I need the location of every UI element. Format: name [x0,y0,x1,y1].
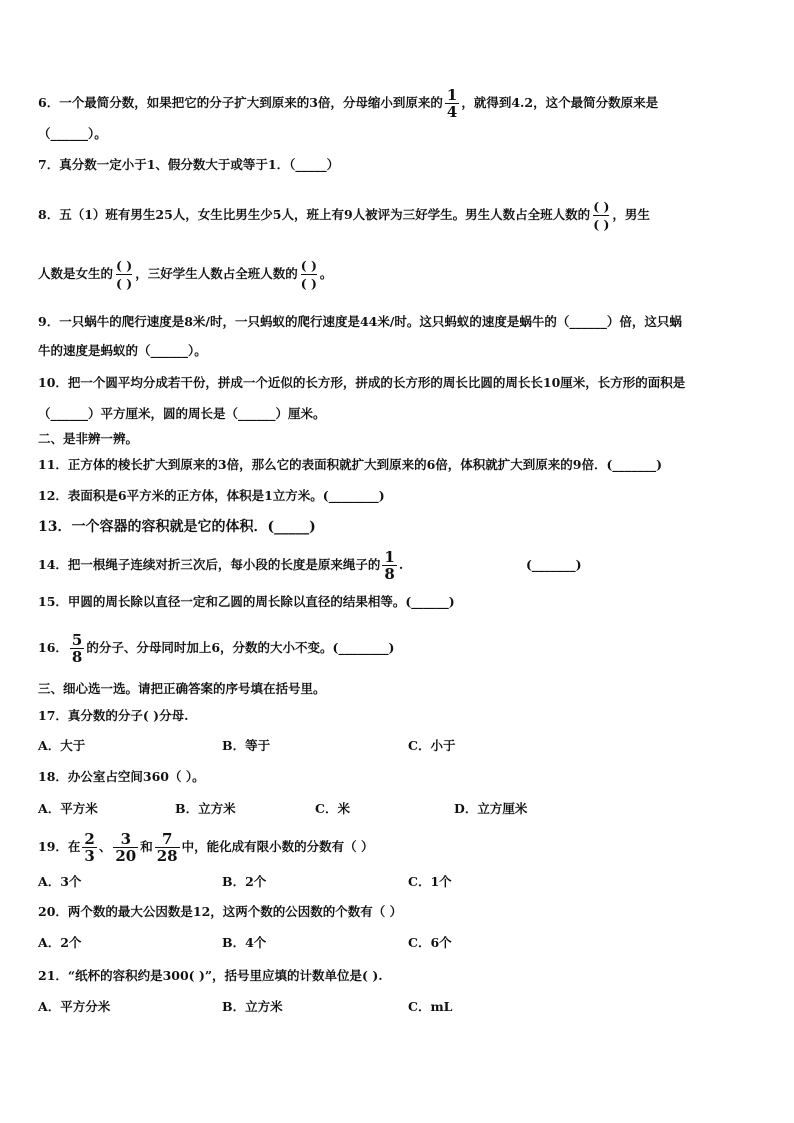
q6-text-part2: ，就得到4.2，这个最简分数原来是 [461,95,659,110]
q16-text-part2: 的分子、分母同时加上6，分数的大小不变。(________) [86,640,395,655]
q18-option-d: D．立方厘米 [454,801,528,816]
q19-fraction-2: $\frac{3}{20}$ [115,830,137,865]
question-18-stem: 18．办公室占空间360（ ）。 [38,769,205,784]
q17-option-a: A．大于 [38,738,86,753]
q14-text-part1: 14．把一根绳子连续对折三次后，每小段的长度是原来绳子的 [38,557,381,572]
q8-text-line2b: ，三好学生人数占全班人数的 [135,266,298,281]
question-7: 7．真分数一定小于1、假分数大于或等于1．（_____） [38,157,340,172]
section-2-heading: 二、是非辨一辨。 [38,431,139,446]
question-10-line2: （______）平方厘米，圆的周长是（______）厘米。 [38,406,326,421]
q19-fraction-1: $\frac{2}{3}$ [84,830,95,865]
q16-number: 16． [38,640,68,655]
q17-option-c: C．小于 [408,738,456,753]
q14-text-part2: . [398,557,404,572]
q6-fraction [445,88,459,119]
q8-blank-fraction-1: ( ) ( ) [593,199,610,232]
question-12: 12．表面积是6平方米的正方体，体积是1立方米。(________) [38,488,385,503]
question-9-line1: 9．一只蜗牛的爬行速度是8米/时，一只蚂蚁的爬行速度是44米/时。这只蚂蚁的速度是蜗牛的（______）倍，这只蜗 [38,314,682,329]
question-13: 13．一个容器的容积就是它的体积．(_____) [38,519,316,535]
q8-text-line2a: 人数是女生的 [38,266,114,281]
q19-option-a: A．3个 [38,874,82,889]
q18-option-a: A．平方米 [38,801,98,816]
q19-fraction-3: $\frac{7}{28}$ [156,830,178,865]
q19-option-c: C．1个 [408,874,452,889]
q8-blank-fraction-2: ( ) ( ) [116,258,133,291]
question-16 [38,633,394,664]
question-20-stem: 20．两个数的最大公因数是12，这两个数的公因数的个数有（ ） [38,904,403,919]
q6-denominator: 4 [446,103,458,121]
q14-answer-blank: (_______) [526,557,582,572]
question-9-line2: 牛的速度是蚂蚁的（______）。 [38,343,207,358]
q20-option-c: C．6个 [408,935,452,950]
q21-option-b: B．立方米 [222,999,283,1014]
q20-option-b: B．4个 [222,935,267,950]
q18-option-b: B．立方米 [175,801,236,816]
question-14 [38,550,403,581]
question-15: 15．甲圆的周长除以直径一定和乙圆的周长除以直径的结果相等。(______) [38,594,455,609]
q21-option-a: A．平方分米 [38,999,111,1014]
question-6-line1 [38,88,658,119]
q6-text-part1: 6．一个最简分数，如果把它的分子扩大到原来的3倍，分母缩小到原来的 [38,95,443,110]
q8-text-part2: ，男生 [612,207,650,222]
q8-blank-fraction-3: ( ) ( ) [300,258,317,291]
q18-option-c: C．米 [315,801,350,816]
q8-text-line2c: 。 [319,266,333,281]
section-3-heading: 三、细心选一选。请把正确答案的序号填在括号里。 [38,681,326,696]
question-8-line1 [38,198,650,233]
q16-fraction: $\frac{5}{8}$ [71,631,83,666]
question-19-stem: 19．在 $\frac{2}{3}$ 、 $\frac{3}{20}$ 和 $\frac{7}{28}$ 中，能化成有限小数的分数有（ ） [38,830,374,865]
q21-option-c: C．mL [408,999,453,1014]
question-21-stem: 21．“纸杯的容积约是300( )”，括号里应填的计数单位是( ). [38,968,383,983]
question-17-stem: 17．真分数的分子( )分母. [38,708,189,723]
question-6-line2: （______）。 [38,126,107,141]
question-8-line2 [38,257,332,292]
q19-option-b: B．2个 [222,874,267,889]
question-11: 11．正方体的棱长扩大到原来的3倍，那么它的表面积就扩大到原来的6倍，体积就扩大到原来的9倍．(_______) [38,457,663,472]
q17-option-b: B．等于 [222,738,271,753]
q14-fraction: $\frac{1}{8}$ [384,548,395,583]
q8-text-part1: 8．五（1）班有男生25人，女生比男生少5人，班上有9人被评为三好学生。男生人数占全班人数的 [38,207,591,222]
question-10-line1: 10．把一个圆平均分成若干份，拼成一个近似的长方形，拼成的长方形的周长比圆的周长长10厘米，长方形的面积是 [38,375,686,390]
q20-option-a: A．2个 [38,935,82,950]
q6-numerator: 1 [446,86,458,104]
